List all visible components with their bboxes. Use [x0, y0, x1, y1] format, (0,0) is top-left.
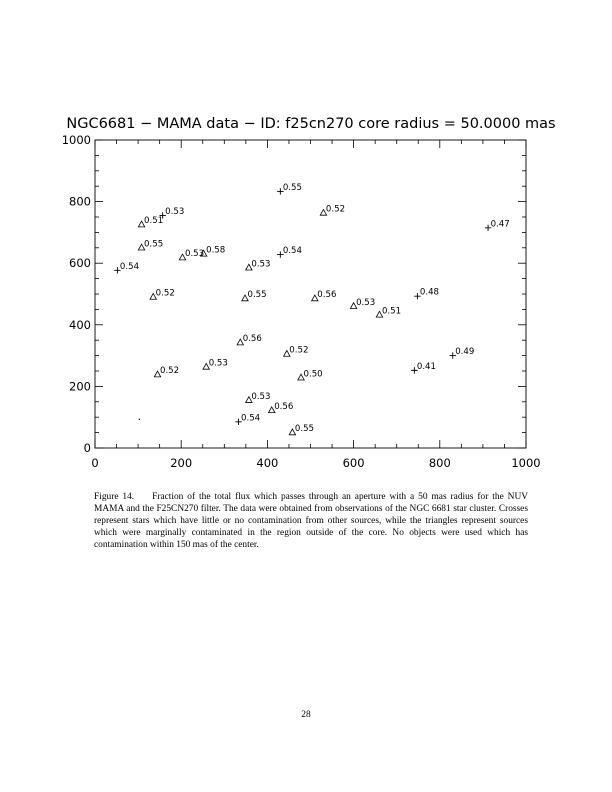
point-value-label: 0.41 [416, 361, 437, 372]
point-value-label: 0.52 [155, 288, 175, 299]
point-value-label: 0.56 [274, 401, 294, 412]
y-tick-label: 200 [69, 379, 91, 394]
point-value-label: 0.53 [356, 297, 376, 308]
x-tick-label: 800 [428, 456, 451, 470]
point-value-label: 0.55 [247, 290, 267, 301]
point-value-label: 0.55 [144, 239, 164, 250]
data-points [114, 183, 510, 435]
point-value-label: 0.51 [144, 216, 164, 227]
point-value-label: 0.52 [159, 366, 180, 377]
page-number: 28 [301, 710, 311, 720]
figure-caption-text: Fraction of the total flux which passes through an aperture with a 50 mas radius for the NUV MAMA and the F25CN270 filter. The data were obtained from observations of the NGC 6681 star cluster. Crosses represent stars which have little or no contamination from other sources, while the triangles represent sources which were marginally contaminated in the region outside of the core. No objects were used which has contamination within 150 mas of the center. [94, 492, 528, 551]
point-value-label: 0.51 [381, 306, 402, 317]
point-value-label: 0.54 [241, 413, 261, 424]
point-value-label: 0.55 [282, 182, 302, 193]
dot-marker [139, 419, 140, 420]
point-value-label: 0.53 [251, 391, 271, 402]
figure-caption [94, 491, 528, 551]
point-value-label: 0.56 [242, 334, 262, 345]
figure-caption-lead: Figure 14. [94, 492, 135, 502]
x-tick-label: 200 [170, 456, 193, 470]
point-value-label: 0.49 [455, 347, 475, 358]
chart-title: NGC6681 − MAMA data − ID: f25cn270 core radius = 50.0000 mas [66, 116, 556, 132]
point-value-label: 0.53 [165, 206, 185, 217]
point-value-label: 0.55 [294, 424, 315, 435]
x-tick-label: 400 [256, 456, 279, 470]
point-value-label: 0.53 [184, 249, 205, 260]
y-tick-label: 400 [69, 317, 91, 332]
y-tick-label: 1000 [61, 133, 91, 147]
point-value-label: 0.53 [251, 259, 271, 270]
point-value-label: 0.50 [303, 369, 323, 380]
point-value-label: 0.53 [208, 358, 228, 369]
x-tick-label: 600 [342, 456, 365, 470]
point-value-label: 0.47 [490, 219, 510, 230]
point-value-label: 0.52 [325, 204, 346, 215]
y-tick-label: 600 [69, 256, 91, 271]
point-value-label: 0.56 [317, 290, 337, 301]
point-value-label: 0.54 [282, 246, 302, 257]
point-value-label: 0.48 [419, 287, 440, 298]
y-tick-label: 0 [83, 441, 91, 455]
x-tick-label: 1000 [511, 456, 541, 470]
point-value-label: 0.58 [206, 245, 226, 256]
point-value-label: 0.54 [119, 261, 140, 272]
x-tick-label: 0 [91, 456, 99, 470]
y-tick-label: 800 [69, 194, 91, 209]
point-value-label: 0.52 [289, 345, 309, 356]
